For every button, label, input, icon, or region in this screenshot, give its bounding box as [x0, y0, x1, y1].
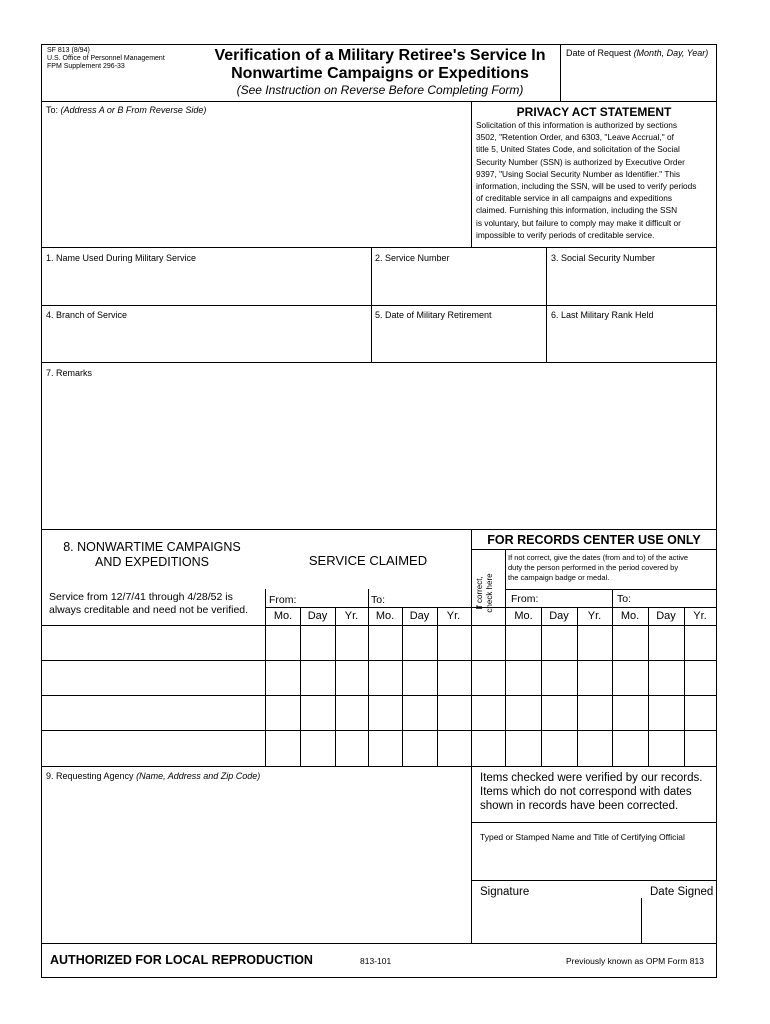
branch-input[interactable]	[42, 323, 370, 361]
divider	[41, 101, 717, 102]
privacy-line: of creditable service in all campaigns and expeditions	[476, 193, 673, 204]
instr-line3: the campaign badge or medal.	[508, 573, 610, 582]
requesting-agency-input[interactable]	[42, 785, 470, 943]
privacy-line: claimed. Furnishing this information, including the SSN	[476, 205, 678, 216]
check-label-line2: check here	[485, 573, 494, 613]
privacy-line: is voluntary, but failure to comply may make it difficult or	[476, 217, 681, 228]
cert-line3: shown in records have been corrected.	[480, 800, 679, 812]
signature-label: Signature	[480, 886, 530, 898]
campaign-row[interactable]	[42, 731, 716, 766]
campaign-row[interactable]	[42, 661, 716, 695]
divider	[471, 101, 472, 247]
divider	[41, 362, 717, 363]
divider	[471, 822, 717, 823]
divider	[471, 880, 717, 881]
divider	[41, 529, 717, 530]
date-signed-input[interactable]	[643, 900, 716, 942]
divider	[471, 549, 717, 550]
to-address-input[interactable]	[42, 118, 470, 246]
col-yr: Yr.	[344, 610, 359, 622]
instr-line1: If not correct, give the dates (from and to) of the active	[508, 553, 689, 562]
previous-form-note: Previously known as OPM Form 813	[566, 956, 704, 966]
records-center-title: FOR RECORDS CENTER USE ONLY	[487, 533, 701, 547]
privacy-line: Solicitation of this information is authorized by sections	[476, 120, 678, 130]
cert-line1: Items checked were verified by our records.	[480, 772, 703, 784]
service-claimed-heading: SERVICE CLAIMED	[308, 553, 428, 568]
divider	[41, 943, 717, 944]
field9-label: 9. Requesting Agency (Name, Address and Zip Code)	[46, 771, 261, 781]
signature-input[interactable]	[472, 900, 640, 942]
privacy-title: PRIVACY ACT STATEMENT	[516, 105, 672, 119]
to-label: To: (Address A or B From Reverse Side)	[46, 105, 207, 115]
col-day: Day	[549, 610, 569, 622]
section8-note-line2: always creditable and need not be verified.	[49, 604, 249, 616]
form-title-line2: Nonwartime Campaigns or Expeditions	[231, 65, 529, 82]
privacy-line: 9397, "Using Social Security Number as Identifier." This	[476, 168, 681, 179]
instr-line2: duty the person performed in the period covered by	[508, 563, 679, 572]
campaign-row[interactable]	[42, 696, 716, 730]
col-mo: Mo.	[375, 610, 395, 622]
rank-input[interactable]	[547, 323, 716, 361]
col-day: Day	[656, 610, 676, 622]
col-day: Day	[307, 610, 328, 622]
form-id: SF 813 (8/94)	[47, 47, 90, 54]
certifying-official-label: Typed or Stamped Name and Title of Certifying Official	[480, 832, 685, 842]
divider	[505, 589, 717, 590]
field4-label: 4. Branch of Service	[46, 310, 128, 320]
cert-line2: Items which do not correspond with dates	[480, 786, 692, 798]
field7-label: 7. Remarks	[46, 368, 93, 378]
field3-label: 3. Social Security Number	[551, 253, 656, 263]
col-yr: Yr.	[693, 610, 707, 622]
records-instructions	[508, 553, 716, 583]
date-signed-label: Date Signed	[650, 886, 714, 898]
section8-title-line1: 8. NONWARTIME CAMPAIGNS	[63, 540, 241, 554]
section8-title-line2: AND EXPEDITIONS	[95, 555, 209, 569]
privacy-line: information, including the SSN, will be used to verify periods	[476, 181, 697, 192]
privacy-statement	[476, 119, 713, 241]
ssn-input[interactable]	[547, 266, 716, 304]
check-label-line1: If correct,	[475, 576, 484, 610]
local-reproduction-note: AUTHORIZED FOR LOCAL REPRODUCTION	[50, 953, 313, 967]
agency-name: U.S. Office of Personnel Management	[47, 55, 165, 62]
form-subtitle: (See Instruction on Reverse Before Completing Form)	[236, 83, 524, 97]
check-here-label	[475, 568, 499, 618]
campaign-row[interactable]	[42, 626, 716, 660]
section8-note-line1: Service from 12/7/41 through 4/28/52 is	[49, 591, 233, 603]
remarks-input[interactable]	[42, 382, 716, 527]
privacy-line: Security Number (SSN) is authorized by Executive Order	[476, 156, 685, 167]
name-input[interactable]	[42, 266, 370, 304]
privacy-line: impossible to verify periods of creditable service.	[476, 229, 655, 240]
divider	[41, 305, 717, 306]
records-to-label: To:	[617, 593, 632, 605]
certification-statement	[480, 771, 712, 813]
retirement-date-input[interactable]	[372, 323, 544, 361]
privacy-line: title 5, United States Code, and solicitation of the Social	[476, 144, 680, 155]
service-to-label: To:	[371, 594, 386, 606]
col-mo: Mo.	[514, 610, 533, 622]
col-mo: Mo.	[620, 610, 640, 622]
service-from-label: From:	[269, 594, 297, 606]
date-of-request-label: Date of Request (Month, Day, Year)	[566, 48, 709, 58]
field1-label: 1. Name Used During Military Service	[46, 253, 197, 263]
col-yr: Yr.	[587, 610, 602, 622]
col-yr: Yr.	[446, 610, 461, 622]
fpm-supplement: FPM Supplement 296-33	[47, 63, 125, 70]
date-of-request-input[interactable]	[561, 62, 716, 100]
stock-number: 813-101	[360, 956, 392, 966]
divider	[641, 898, 642, 943]
service-number-input[interactable]	[372, 266, 544, 304]
records-from-label: From:	[511, 593, 539, 605]
divider	[41, 247, 717, 248]
field5-label: 5. Date of Military Retirement	[375, 310, 492, 320]
field6-label: 6. Last Military Rank Held	[551, 310, 654, 320]
col-mo: Mo.	[273, 610, 293, 622]
privacy-line: 3502, "Retention Order, and 6303, "Leave Accrual," of	[476, 132, 674, 143]
field2-label: 2. Service Number	[375, 253, 450, 263]
grid-line	[41, 766, 717, 767]
form-title-line1: Verification of a Military Retiree's Service In	[214, 47, 546, 64]
col-day: Day	[409, 610, 430, 622]
certifying-official-input[interactable]	[472, 845, 716, 879]
